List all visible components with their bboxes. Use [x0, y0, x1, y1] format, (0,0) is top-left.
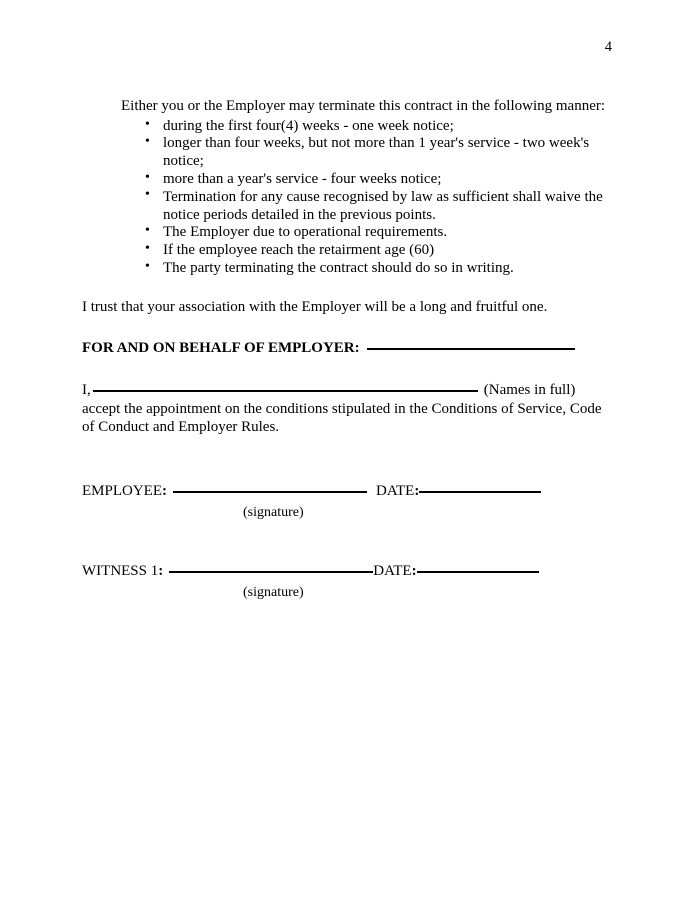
list-item: • The Employer due to operational requirements. — [145, 224, 614, 242]
list-item: • longer than four weeks, but not more than 1 year's service - two week's notice; — [145, 135, 614, 170]
employee-signature-line[interactable] — [173, 491, 367, 493]
employee-date-colon: : — [414, 483, 420, 500]
list-item: • more than a year's service - four weeks notice; — [145, 171, 614, 189]
i-label: I, — [82, 382, 91, 399]
employer-signature-line[interactable] — [367, 348, 575, 350]
witness-date-line[interactable] — [417, 571, 539, 573]
intro-paragraph: Either you or the Employer may terminate this contract in the following manner: — [121, 98, 606, 114]
witness-date-colon: : — [411, 563, 417, 580]
list-item: • If the employee reach the retairment age (60) — [145, 242, 614, 260]
employee-signature-caption: (signature) — [243, 504, 304, 520]
termination-conditions-list — [82, 118, 614, 278]
witness-label: WITNESS 1 — [82, 563, 159, 580]
employer-heading-label: FOR AND ON BEHALF OF EMPLOYER: — [82, 339, 360, 356]
witness-signature-row — [82, 563, 614, 581]
list-item: • during the first four(4) weeks - one week notice; — [145, 118, 614, 136]
acceptance-block — [82, 382, 614, 436]
closing-paragraph: I trust that your association with the Employer will be a long and fruitful one. — [82, 299, 548, 316]
names-in-full-label: (Names in full) — [483, 382, 576, 399]
names-in-full-line[interactable] — [93, 390, 478, 392]
witness-signature-line[interactable] — [169, 571, 373, 573]
page-number: 4 — [604, 39, 612, 55]
employee-label: EMPLOYEE — [82, 483, 162, 500]
witness-colon: : — [158, 563, 164, 580]
employee-signature-block — [82, 483, 614, 521]
witness-signature-caption: (signature) — [243, 584, 304, 600]
employee-colon: : — [162, 483, 167, 500]
employee-date-line[interactable] — [419, 491, 541, 493]
acceptance-text: accept the appointment on the conditions stipulated in the Conditions of Service, Code of Conduct and Employer Rules. — [82, 401, 602, 435]
list-item: • The party terminating the contract should do so in writing. — [145, 260, 614, 278]
employer-signature-heading — [82, 340, 614, 358]
names-in-full-row — [82, 382, 614, 400]
employee-date-label: DATE — [376, 483, 415, 500]
employee-signature-row — [82, 483, 614, 501]
witness-date-label: DATE — [373, 563, 412, 580]
witness-signature-block — [82, 563, 614, 601]
list-item: • Termination for any cause recognised by law as sufficient shall waive the notice periods detailed in the previous points. — [145, 188, 614, 224]
document-body — [82, 98, 614, 601]
